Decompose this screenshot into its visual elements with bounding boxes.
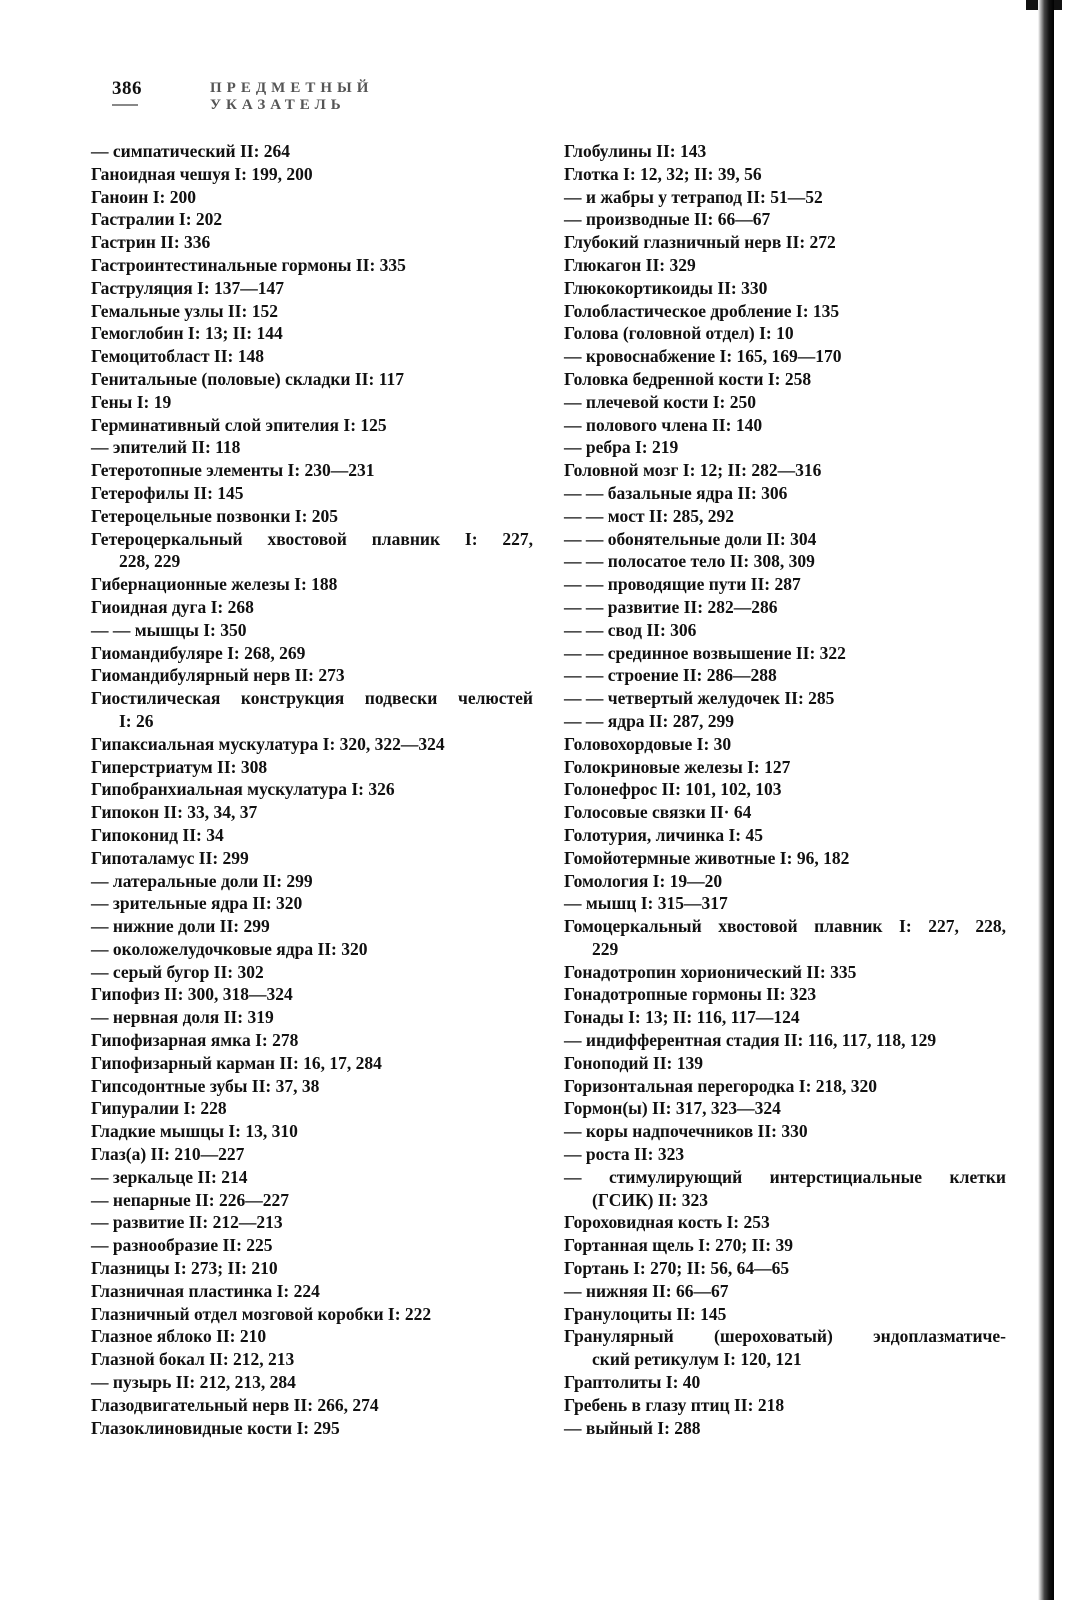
- index-entry-continuation: 228, 229: [119, 551, 181, 572]
- index-entry: Гранулоциты II: 145: [564, 1303, 727, 1324]
- index-entry: — — полосатое тело II: 308, 309: [564, 551, 815, 572]
- index-entry: Гипофиз II: 300, 318—324: [91, 984, 293, 1005]
- index-entry: Глазной бокал II: 212, 213: [91, 1349, 295, 1370]
- index-entry: Глаз(а) II: 210—227: [91, 1144, 245, 1165]
- page-header: [112, 78, 492, 113]
- index-entry: Гастрин II: 336: [91, 232, 211, 253]
- index-entry: — — мышцы I: 350: [91, 619, 247, 640]
- index-entry: Гибернационные железы I: 188: [91, 574, 338, 595]
- index-entry: Ганоин I: 200: [91, 186, 196, 207]
- index-entry: Глазоклиновидные кости I: 295: [91, 1417, 340, 1438]
- index-entry-continuation: (ГСИК) II: 323: [592, 1189, 708, 1210]
- page-number: 386: [112, 78, 142, 99]
- index-entry: Гонадотропные гормоны II: 323: [564, 984, 817, 1005]
- index-entry: Гороховидная кость I: 253: [564, 1212, 770, 1233]
- index-entry: — — четвертый желудочек II: 285: [564, 688, 835, 709]
- index-entry: Глюкагон II: 329: [564, 254, 696, 275]
- index-entry: — разнообразие II: 225: [91, 1235, 273, 1256]
- index-entry: — выйный I: 288: [564, 1417, 701, 1438]
- index-entry: Гребень в глазу птиц II: 218: [564, 1394, 785, 1415]
- index-entry: Голова (головной отдел) I: 10: [564, 323, 794, 344]
- index-entry: Головохордовые I: 30: [564, 733, 732, 754]
- index-entry: Гипофизарная ямка I: 278: [91, 1030, 299, 1051]
- index-entry: Голотурия, личинка I: 45: [564, 824, 763, 845]
- index-entry: Гастралии I: 202: [91, 209, 223, 230]
- index-entry-continuation: 229: [592, 938, 619, 959]
- index-entry: Гетероцеркальный хвостовой плавник I: 227,: [91, 528, 533, 549]
- index-entry: Глазодвигательный нерв II: 266, 274: [91, 1394, 379, 1415]
- index-entry: — непарные II: 226—227: [91, 1189, 290, 1210]
- index-entry: — — строение II: 286—288: [564, 665, 777, 686]
- index-entry: Гипобранхиальная мускулатура I: 326: [91, 779, 395, 800]
- index-entry: Глобулины II: 143: [564, 141, 707, 161]
- index-entry: Ганоидная чешуя I: 199, 200: [91, 163, 313, 184]
- index-entry: Гетеротопные элементы I: 230—231: [91, 460, 375, 481]
- index-entry: — — обонятельные доли II: 304: [564, 528, 817, 549]
- index-entry: Гастроинтестинальные гормоны II: 335: [91, 254, 406, 275]
- index-entry: Гонады I: 13; II: 116, 117—124: [564, 1007, 800, 1028]
- index-entry: Горизонтальная перегородка I: 218, 320: [564, 1075, 878, 1096]
- index-entry: Голонефрос II: 101, 102, 103: [564, 779, 782, 800]
- index-entry: — — проводящие пути II: 287: [564, 574, 801, 595]
- index-entry: Гиоидная дуга I: 268: [91, 596, 254, 617]
- index-entry: — развитие II: 212—213: [91, 1212, 283, 1233]
- index-entry: Гормон(ы) II: 317, 323—324: [564, 1098, 781, 1119]
- index-entry: Гемоцитобласт II: 148: [91, 346, 264, 367]
- index-entry: Гонадотропин хорионический II: 335: [564, 961, 857, 982]
- index-entry: Гемальные узлы II: 152: [91, 300, 278, 321]
- index-entry: Гладкие мышцы I: 13, 310: [91, 1121, 298, 1142]
- index-entry: — эпителий II: 118: [91, 437, 241, 458]
- index-entry: Гиомандибуляре I: 268, 269: [91, 642, 306, 663]
- index-entry: — зеркальце II: 214: [91, 1166, 248, 1187]
- index-entry: Гетероцельные позвонки I: 205: [91, 505, 339, 526]
- index-entry: — ребра I: 219: [564, 437, 679, 458]
- index-entry: Гипуралии I: 228: [91, 1098, 227, 1119]
- index-entry: Гранулярный (шероховатый) эндоплазматиче-: [564, 1326, 1006, 1347]
- index-entry: Гетерофилы II: 145: [91, 482, 244, 503]
- index-entry: — латеральные доли II: 299: [91, 870, 313, 891]
- index-entry: Глубокий глазничный нерв II: 272: [564, 232, 836, 253]
- index-entry: Голосовые связки II· 64: [564, 802, 752, 823]
- index-entry-continuation: I: 26: [119, 710, 154, 731]
- index-entry: Гоноподий II: 139: [564, 1052, 703, 1073]
- index-entry: Гипоталамус II: 299: [91, 847, 249, 868]
- index-entry: Голокриновые железы I: 127: [564, 756, 791, 777]
- index-entry: Глотка I: 12, 32; II: 39, 56: [564, 163, 762, 184]
- index-entry: — производные II: 66—67: [564, 209, 771, 230]
- index-column-left: [91, 140, 533, 1439]
- index-entry: Гомология I: 19—20: [564, 870, 723, 891]
- index-entry: Глазничный отдел мозговой коробки I: 222: [91, 1303, 432, 1324]
- index-entry: Гиостилическая конструкция подвески челюстей: [91, 688, 533, 709]
- index-entry: Головной мозг I: 12; II: 282—316: [564, 460, 822, 481]
- scan-binding-edge: [1038, 0, 1054, 1600]
- running-head: ПРЕДМЕТНЫЙ УКАЗАТЕЛЬ: [210, 80, 374, 113]
- index-entry: Гортань I: 270; II: 56, 64—65: [564, 1258, 790, 1279]
- index-entry-continuation: ский ретикулум I: 120, 121: [592, 1349, 802, 1370]
- index-entry: — роста II: 323: [564, 1144, 685, 1165]
- index-entry: — и жабры у тетрапод II: 51—52: [564, 186, 823, 207]
- index-entry: — околожелудочковые ядра II: 320: [91, 938, 368, 959]
- index-entry: Гемоглобин I: 13; II: 144: [91, 323, 283, 344]
- index-entry: Глазничная пластинка I: 224: [91, 1280, 320, 1301]
- index-entry: Гипофизарный карман II: 16, 17, 284: [91, 1052, 382, 1073]
- index-entry: Гиомандибулярный нерв II: 273: [91, 665, 345, 686]
- index-entry: — нижняя II: 66—67: [564, 1280, 729, 1301]
- index-entry: Генитальные (половые) складки II: 117: [91, 368, 404, 389]
- index-entry: — — срединное возвышение II: 322: [564, 642, 846, 663]
- index-entry: — полового члена II: 140: [564, 414, 763, 435]
- index-entry: — зрительные ядра II: 320: [91, 893, 303, 914]
- index-entry: — стимулирующий интерстициальные клетки: [564, 1166, 1006, 1187]
- index-entry: — коры надпочечников II: 330: [564, 1121, 808, 1142]
- index-entry: — индифферентная стадия II: 116, 117, 118, 129: [564, 1030, 937, 1051]
- index-entry: — симпатический II: 264: [91, 141, 291, 161]
- index-entry: — пузырь II: 212, 213, 284: [91, 1372, 296, 1393]
- index-entry: — нервная доля II: 319: [91, 1007, 274, 1028]
- index-entry: Гипсодонтные зубы II: 37, 38: [91, 1075, 320, 1096]
- header-rule: [112, 104, 138, 106]
- index-entry: Глазное яблоко II: 210: [91, 1326, 267, 1347]
- index-entry: — — мост II: 285, 292: [564, 505, 735, 526]
- index-entry: Гиперстриатум II: 308: [91, 756, 268, 777]
- index-entry: Гомоцеркальный хвостовой плавник I: 227, 228,: [564, 916, 1006, 937]
- index-entry: — — ядра II: 287, 299: [564, 710, 735, 731]
- index-entry: Граптолиты I: 40: [564, 1372, 701, 1393]
- index-entry: Герминативный слой эпителия I: 125: [91, 414, 387, 435]
- index-entry: — мышц I: 315—317: [564, 893, 728, 914]
- index-entry: Гомойотермные животные I: 96, 182: [564, 847, 850, 868]
- index-entry: — плечевой кости I: 250: [564, 391, 756, 412]
- index-entry: — — свод II: 306: [564, 619, 697, 640]
- index-entry: — нижние доли II: 299: [91, 916, 270, 937]
- index-column-right: [564, 140, 1006, 1439]
- index-entry: Гены I: 19: [91, 391, 172, 412]
- index-entry: — — развитие II: 282—286: [564, 596, 778, 617]
- index-entry: Глазницы I: 273; II: 210: [91, 1258, 278, 1279]
- index-entry: Головка бедренной кости I: 258: [564, 368, 812, 389]
- index-entry: Гипаксиальная мускулатура I: 320, 322—324: [91, 733, 445, 754]
- index-entry: — — базальные ядра II: 306: [564, 482, 788, 503]
- index-entry: Гаструляция I: 137—147: [91, 277, 285, 298]
- index-entry: Гипокон II: 33, 34, 37: [91, 802, 258, 823]
- index-entry: Глюкокортикоиды II: 330: [564, 277, 768, 298]
- index-entry: Гипоконид II: 34: [91, 824, 224, 845]
- index-entry: Гортанная щель I: 270; II: 39: [564, 1235, 793, 1256]
- index-entry: — кровоснабжение I: 165, 169—170: [564, 346, 842, 367]
- index-entry: Голобластическое дробление I: 135: [564, 300, 840, 321]
- index-entry: — серый бугор II: 302: [91, 961, 264, 982]
